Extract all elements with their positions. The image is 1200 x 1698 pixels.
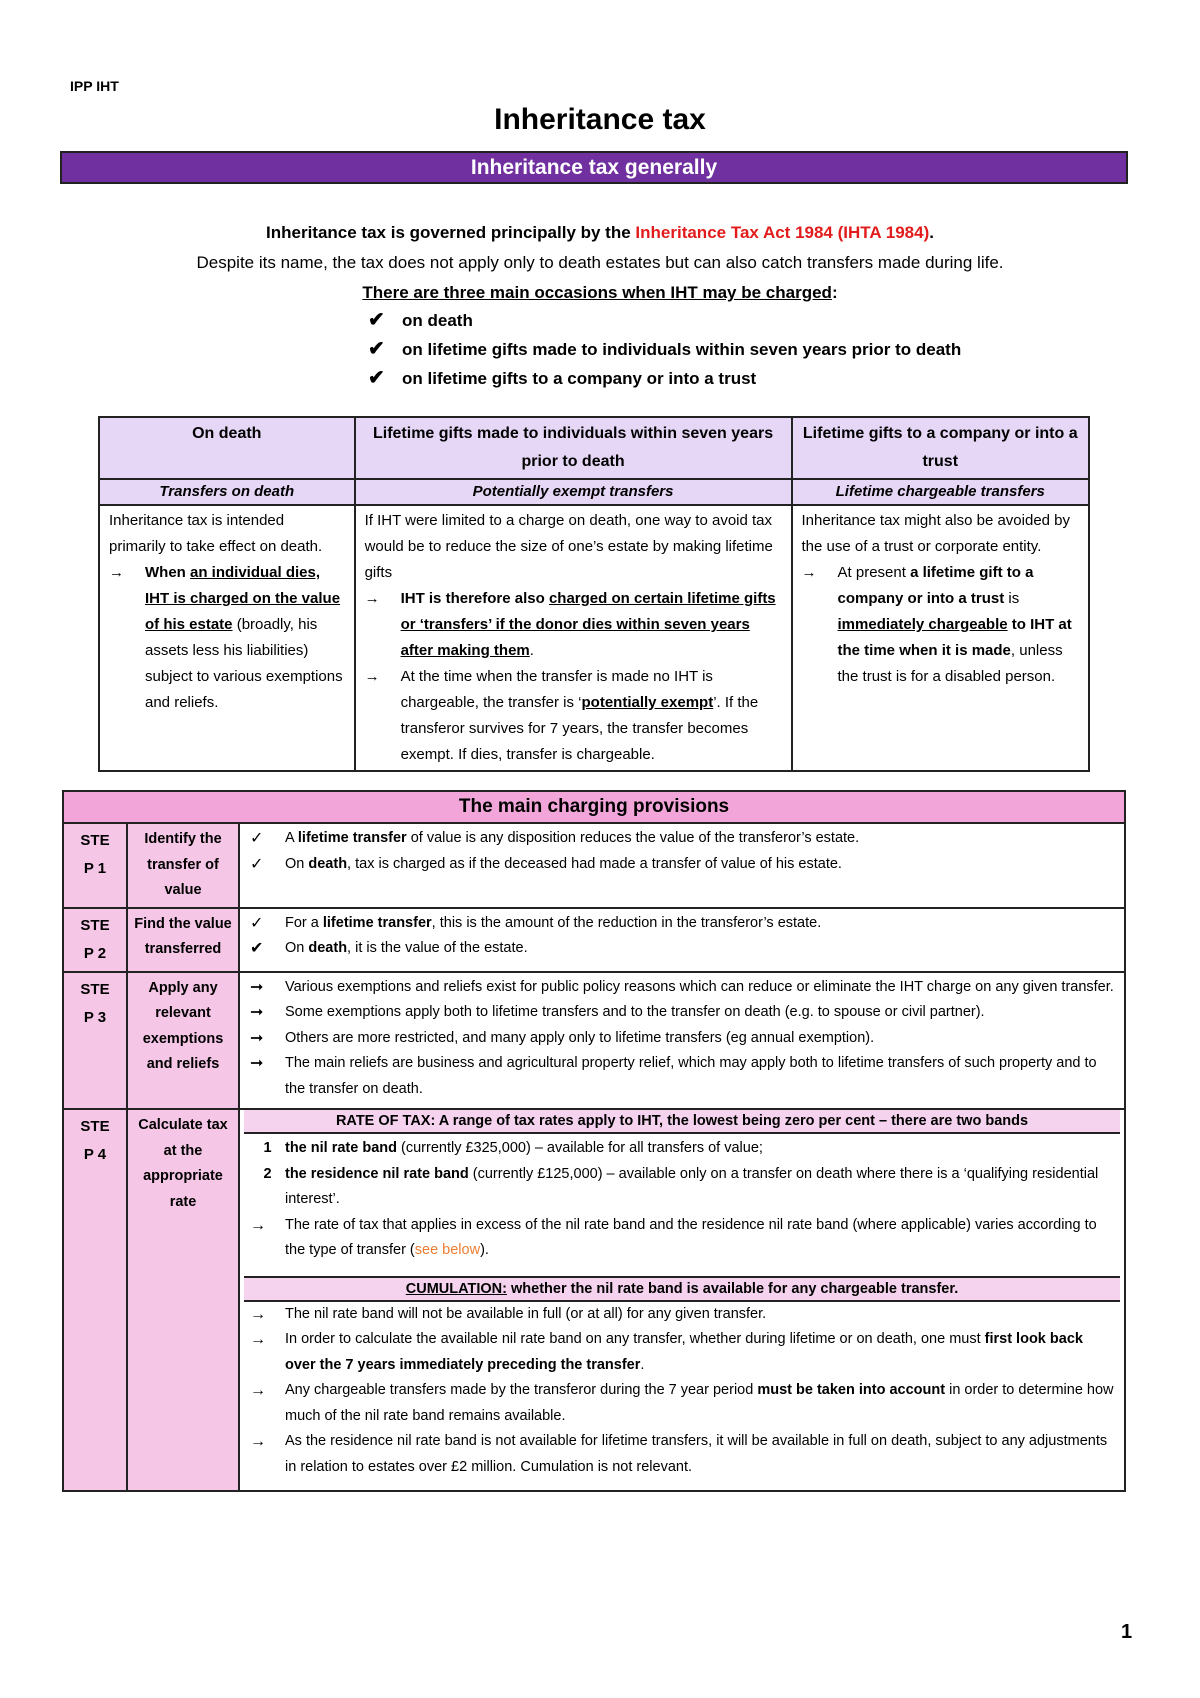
arrow-icon: → (364, 590, 380, 607)
column-subheader: Lifetime chargeable transfers (792, 479, 1089, 505)
list-item: ✔ on lifetime gifts made to individuals within seven years prior to death (368, 335, 961, 364)
arrow-icon: → (250, 1382, 266, 1399)
step-content: ✓ For a lifetime transfer, this is the amount of the reduction in the transferor’s estate. ✔ On death, it is the value of the estate. (239, 908, 1125, 972)
page-title: Inheritance tax (494, 103, 706, 136)
check-icon: ✔ (368, 367, 385, 389)
table-row (63, 1109, 1125, 1491)
column-header: Lifetime gifts made to individuals within seven years prior to death (355, 417, 792, 479)
section-heading-charging: The main charging provisions (63, 791, 1125, 823)
arrow-icon: ➞ (250, 1004, 264, 1021)
cumulation-heading: CUMULATION: whether the nil rate band is available for any chargeable transfer. (244, 1276, 1120, 1302)
list-item: ✔ on death (368, 306, 961, 335)
check-icon: ✔ (368, 309, 385, 331)
rate-of-tax-heading: RATE OF TAX: A range of tax rates apply to IHT, the lowest being zero per cent – there are two bands (244, 1110, 1120, 1134)
occasions-list (368, 306, 961, 393)
column-header: On death (99, 417, 355, 479)
arrow-icon: ➞ (250, 1029, 264, 1047)
column-header: Lifetime gifts to a company or into a trust (792, 417, 1089, 479)
arrow-icon: → (801, 564, 817, 581)
section-heading-generally: Inheritance tax generally (60, 151, 1128, 184)
occasions-table (98, 416, 1090, 772)
charging-provisions-table (62, 790, 1126, 1492)
intro-line-2: Despite its name, the tax does not apply only to death estates but can also catch transfers made during life. (196, 253, 1004, 272)
step-name: Find the value transferred (127, 908, 239, 972)
step-number: STE P 3 (63, 972, 127, 1110)
arrow-icon: ➞ (250, 1055, 264, 1072)
document-header-label: IPP IHT (70, 78, 119, 94)
arrow-icon: → (250, 1305, 266, 1323)
page-number: 1 (1121, 1621, 1133, 1643)
step-name: Identify the transfer of value (127, 823, 239, 908)
see-below-link[interactable]: see below (414, 1242, 481, 1258)
step-content: ➞ Various exemptions and reliefs exist for public policy reasons which can reduce or eliminate the IHT charge on any given transfer. ➞ Some exemptions apply both to lifetime transfers and to the transfer on death (e.g. to spouse or civil partner). ➞ Others are more restricted, and many apply only to lifetime transfers (eg annual exemption). ➞ The main reliefs are business and agricultural property relief, which may apply both to lifetime transfers of such property and to the transfer on death. (239, 972, 1125, 1110)
table-cell-pet: If IHT were limited to a charge on death, one way to avoid tax would be to reduce the size of one’s estate by making lifetime gifts → IHT is therefore also charged on certain lifetime gifts or ‘transfers’ if the donor dies within seven years after making them. → At the time when the transfer is made no IHT is chargeable, the transfer is ‘potentially exempt’. If the transferor survives for 7 years, the transfer becomes exempt. If dies, transfer is chargeable. (355, 505, 792, 771)
intro-text (0, 218, 1200, 308)
table-cell-on-death: Inheritance tax is intended primarily to take effect on death. → When an individual dies, IHT is charged on the value of his estate (broadly, his assets less his liabilities) subject to various exemptions and reliefs. (99, 505, 355, 771)
check-icon: ✓ (250, 830, 264, 847)
column-subheader: Potentially exempt transfers (355, 479, 792, 505)
step-name: Apply any relevant exemptions and reliefs (127, 972, 239, 1110)
arrow-icon: → (109, 564, 124, 581)
check-icon: ✓ (250, 855, 264, 873)
arrow-icon: ➞ (250, 978, 264, 996)
check-icon: ✓ (250, 914, 264, 932)
arrow-icon: → (250, 1331, 266, 1348)
table-cell-lct: Inheritance tax might also be avoided by the use of a trust or corporate entity. → At present a lifetime gift to a company or into a trust is immediately chargeable to IHT at the time when it is made, unless the trust is for a disabled person. (792, 505, 1089, 771)
intro-line-1: Inheritance tax is governed principally by the Inheritance Tax Act 1984 (IHTA 1984). (266, 223, 934, 242)
arrow-icon: → (364, 668, 380, 685)
check-icon: ✔ (250, 940, 264, 957)
table-row (63, 972, 1125, 1110)
step-name: Calculate tax at the appropriate rate (127, 1109, 239, 1491)
arrow-icon: → (250, 1433, 266, 1450)
list-item: ✔ on lifetime gifts to a company or into a trust (368, 364, 961, 393)
table-row (63, 908, 1125, 972)
step-number: STE P 4 (63, 1109, 127, 1491)
step-number: STE P 1 (63, 823, 127, 908)
check-icon: ✔ (368, 338, 385, 360)
arrow-icon: → (250, 1216, 266, 1234)
step-content: RATE OF TAX: A range of tax rates apply to IHT, the lowest being zero per cent – there are two bands 1 the nil rate band (currently £325,000) – available for all transfers of value; 2 the residence nil rate band (currently £125,000) – available only on a transfer on death where there is a ‘qualifying residential interest’. → The rate of tax that applies in excess of the nil rate band and the residence nil rate band (where applicable) varies according to the type of transfer (see below). CUMULATION: whether the nil rate band is available for any chargeable transfer. → The nil rate band will not be available in full (or at all) for any given transfer. → In order to calculate the available nil rate band on any transfer, whether during lifetime or on death, one must first look back over the 7 years immediately preceding the transfer. → Any chargeable transfers made by the transferor during the 7 year period must be taken into account in order to determine how much of the nil rate band remains available. → As the residence nil rate band is not available for lifetime transfers, it will be available in full on death, subject to any adjustments in relation to estates over £2 million. Cumulation is not relevant. (239, 1109, 1125, 1491)
column-subheader: Transfers on death (99, 479, 355, 505)
table-row (63, 823, 1125, 908)
intro-line-3: There are three main occasions when IHT may be charged: (362, 283, 838, 302)
ihta-reference: Inheritance Tax Act 1984 (IHTA 1984) (635, 223, 930, 242)
step-content: ✓ A lifetime transfer of value is any disposition reduces the value of the transferor’s estate. ✓ On death, tax is charged as if the deceased had made a transfer of value of his estate. (239, 823, 1125, 908)
step-number: STE P 2 (63, 908, 127, 972)
